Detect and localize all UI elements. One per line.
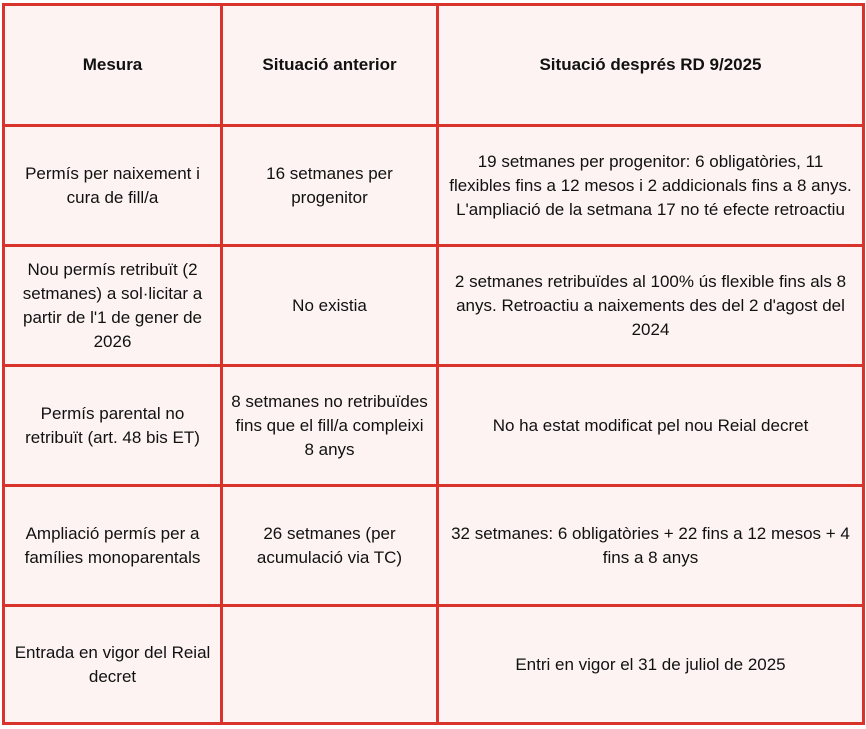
table-row xyxy=(4,366,864,486)
table-container xyxy=(2,3,865,725)
cell-after: 2 setmanes retribuïdes al 100% ús flexible fins als 8 anys. Retroactiu a naixements des del 2 d'agost del 2024 xyxy=(438,246,864,366)
cell-measure: Permís per naixement i cura de fill/a xyxy=(4,126,222,246)
cell-before: 8 setmanes no retribuïdes fins que el fill/a compleixi 8 anys xyxy=(222,366,438,486)
cell-before: 16 setmanes per progenitor xyxy=(222,126,438,246)
header-before: Situació anterior xyxy=(222,5,438,126)
cell-after: 19 setmanes per progenitor: 6 obligatòries, 11 flexibles fins a 12 mesos i 2 addicionals fins a 8 anys. L'ampliació de la setmana 17 no té efecte retroactiu xyxy=(438,126,864,246)
comparison-table xyxy=(2,3,865,725)
cell-measure: Ampliació permís per a famílies monoparentals xyxy=(4,486,222,606)
header-after: Situació després RD 9/2025 xyxy=(438,5,864,126)
cell-after: No ha estat modificat pel nou Reial decret xyxy=(438,366,864,486)
cell-after: 32 setmanes: 6 obligatòries + 22 fins a 12 mesos + 4 fins a 8 anys xyxy=(438,486,864,606)
header-row xyxy=(4,5,864,126)
cell-before: 26 setmanes (per acumulació via TC) xyxy=(222,486,438,606)
cell-after: Entri en vigor el 31 de juliol de 2025 xyxy=(438,606,864,724)
table-row xyxy=(4,246,864,366)
cell-measure: Permís parental no retribuït (art. 48 bis ET) xyxy=(4,366,222,486)
table-row xyxy=(4,486,864,606)
cell-before xyxy=(222,606,438,724)
cell-measure: Entrada en vigor del Reial decret xyxy=(4,606,222,724)
header-measure: Mesura xyxy=(4,5,222,126)
table-row xyxy=(4,606,864,724)
cell-before: No existia xyxy=(222,246,438,366)
cell-measure: Nou permís retribuït (2 setmanes) a sol·licitar a partir de l'1 de gener de 2026 xyxy=(4,246,222,366)
table-row xyxy=(4,126,864,246)
